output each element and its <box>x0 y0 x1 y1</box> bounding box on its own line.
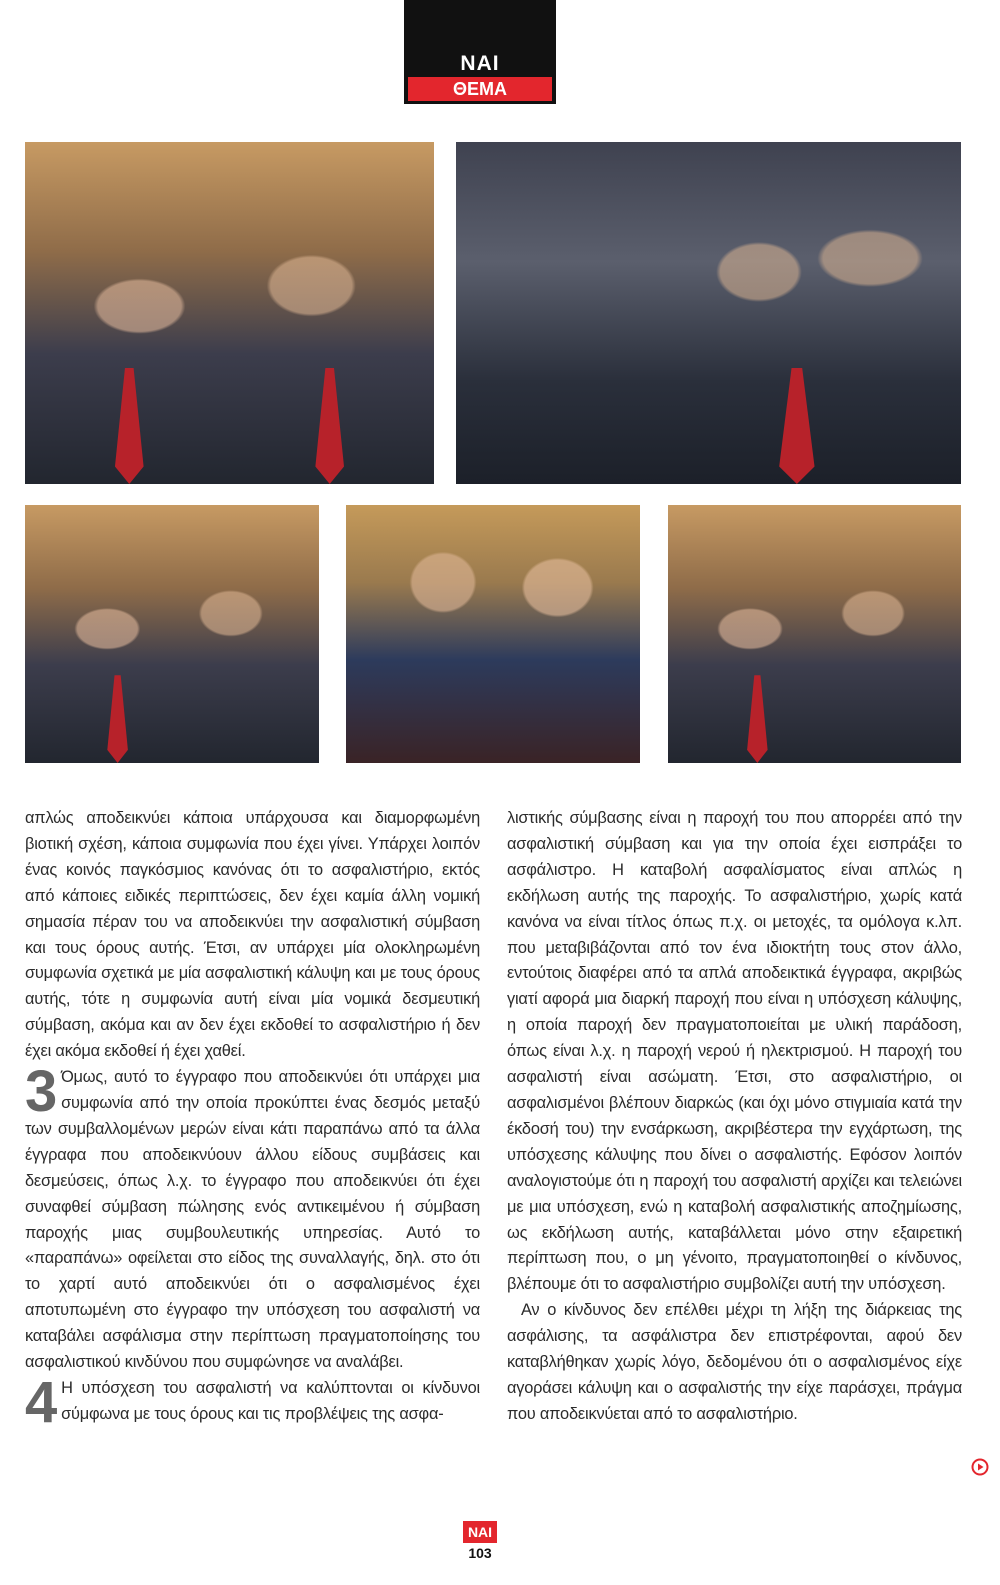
article-column-right <box>507 806 962 1428</box>
footer-logo: ΝΑΙ <box>463 1521 497 1543</box>
article-paragraph: Αν ο κίνδυνος δεν επέλθει μέχρι τη λήξη της διάρκειας της ασφάλισης, τα ασφάλιστρα δεν επιστρέφονται, αφού δεν καταβλήθηκαν χωρίς λόγο, δεδομένου ότι ο ασφαλισμένος είχε αγοράσει κάλυψη και ο ασφαλιστής την είχε παράσχει, πράγμα που αποδεικνύεται από το ασφαλιστήριο. <box>507 1301 962 1423</box>
photo-detail-tie <box>315 368 344 484</box>
article-paragraph-numbered <box>25 1369 480 1435</box>
header-section-label: ΘΕΜΑ <box>408 77 552 101</box>
article-paragraph-text: Όμως, αυτό το έγγραφο που αποδεικνύει ότι υπάρχει μια συμφωνία από την οποία προκύπτει ένας δεσμός μεταξύ των συμβαλλομένων μερών είναι κάτι παραπάνω από τα άλλα έγγραφα που αποδεικνύουν άλλου είδους συμβάσεις και δεσμεύσεις, όπως λ.χ. το έγγραφο που αποδεικνύει ότι έχει συναφθεί σύμβαση πώλησης ενός αντικειμένου ή σύμβαση παροχής μιας συμβουλευτικής υπηρεσίας. Αυτό το «παραπάνω» οφείλεται στο είδος της συναλλαγής, δηλ. στο ότι το χαρτί αυτό αποδεικνύει ότι ο ασφαλισμένος έχει αποτυπωμένη στο έγγραφο την υπόσχεση του ασφαλιστή να καταβάλει ασφάλισμα στην περίπτωση πραγματοποίησης του ασφαλιστικού κινδύνου που συμφώνησε να αναλάβει. <box>25 1068 480 1372</box>
photo-detail-tie <box>747 675 768 763</box>
dropcap-number: 3 <box>25 1059 58 1125</box>
photo-detail-tie <box>107 675 128 763</box>
photo-audience-conversation <box>456 142 961 484</box>
dropcap-number: 4 <box>25 1369 58 1435</box>
photo-detail-tie <box>115 368 144 484</box>
photo-group-of-three <box>668 505 961 763</box>
article-paragraph-text: Η υπόσχεση του ασφαλιστή να καλύπτονται οι κίνδυνοι σύμφωνα με τους όρους και τις προβλέψεις της ασφα- <box>61 1378 480 1423</box>
photo-detail-tie <box>779 368 814 484</box>
article-paragraph: απλώς αποδεικνύει κάποια υπάρχουσα και διαμορφωμένη βιοτική σχέση, κάποια συμφωνία που έχει γίνει. Υπάρχει λοιπόν ένας κοινός παγκόσμιος κανόνας ότι το ασφαλιστήριο, εκτός από κάποιες ειδικές περιπτώσεις, δεν έχει καμία άλλη νομική σημασία πέραν του να αποδεικνύει την ασφαλιστική σύμβαση και τους όρους αυτής. Έτσι, αν υπάρχει μία ολοκληρωμένη συμφωνία σχετικά με μία ασφαλιστική κάλυψη και με τους όρους αυτής, τότε η συμφωνία αυτή είναι μία νομικά δεσμευτική σύμβαση, ακόμα και αν δεν έχει εκδοθεί το ασφαλιστήριο ή δεν έχει ακόμα εκδοθεί ή έχει χαθεί. <box>25 809 480 1061</box>
section-header-tab <box>404 0 556 104</box>
article-paragraph: λιστικής σύμβασης είναι η παροχή του που απορρέει από την ασφαλιστική σύμβαση και για την οποία έχει εισπράξει το ασφάλιστρο. Η καταβολή ασφαλίσματος είναι απλώς η εκδήλωση αυτής της παροχής. Το ασφαλιστήριο, χωρίς κατά κανόνα να είναι τίτλος όπως π.χ. οι μετοχές, τα ομόλογα κ.λπ. που μεταβιβάζονται από τον ένα ιδιοκτήτη τους στον άλλο, εντούτοις διαφέρει από τα απλά αποδεικτικά έγγραφα, ακριβώς γιατί αφορά μια διαρκή παροχή που είναι η υπόσχεση κάλυψης, η οποία παροχή δεν πραγματοποιείται με υλική παράδοση, όπως είναι λ.χ. η παροχή νερού ή ηλεκτρισμού. Η παροχή του ασφαλιστή είναι ασώματη. Έτσι, στο ασφαλιστήριο, οι ασφαλισμένοι βλέπουν διαρκώς (και όχι μόνο στιγμιαία κατά την έκδοσή του) την ενσάρκωση, ακριβέστερα την εγχάρτωση, της υπόσχεσης κάλυψης που δίνει ο ασφαλιστής. Εφόσον λοιπόν αναλογιστούμε ότι η παροχή του ασφαλιστή αρχίζει και τελειώνει με μια υπόσχεση, ενώ η καταβολή ασφαλιστικής αποζημίωσης, ως εκδήλωση αυτής, καταβάλλεται μόνο στην εξαιρετική περίπτωση που, ο μη γένοιτο, πραγματοποιηθεί ο κίνδυνος, βλέπουμε ότι το ασφαλιστήριο συμβολίζει αυτή την υπόσχεση. <box>507 809 962 1294</box>
play-circle-icon[interactable] <box>971 1458 989 1476</box>
photo-man-and-woman-seated <box>25 505 319 763</box>
article-column-left <box>25 806 480 1435</box>
article-paragraph-numbered <box>25 1059 480 1376</box>
photo-man-and-woman-standing <box>346 505 640 763</box>
photo-two-men-smiling <box>25 142 434 484</box>
page-number: 103 <box>468 1545 492 1561</box>
header-brand: ΝΑΙ <box>460 52 500 75</box>
